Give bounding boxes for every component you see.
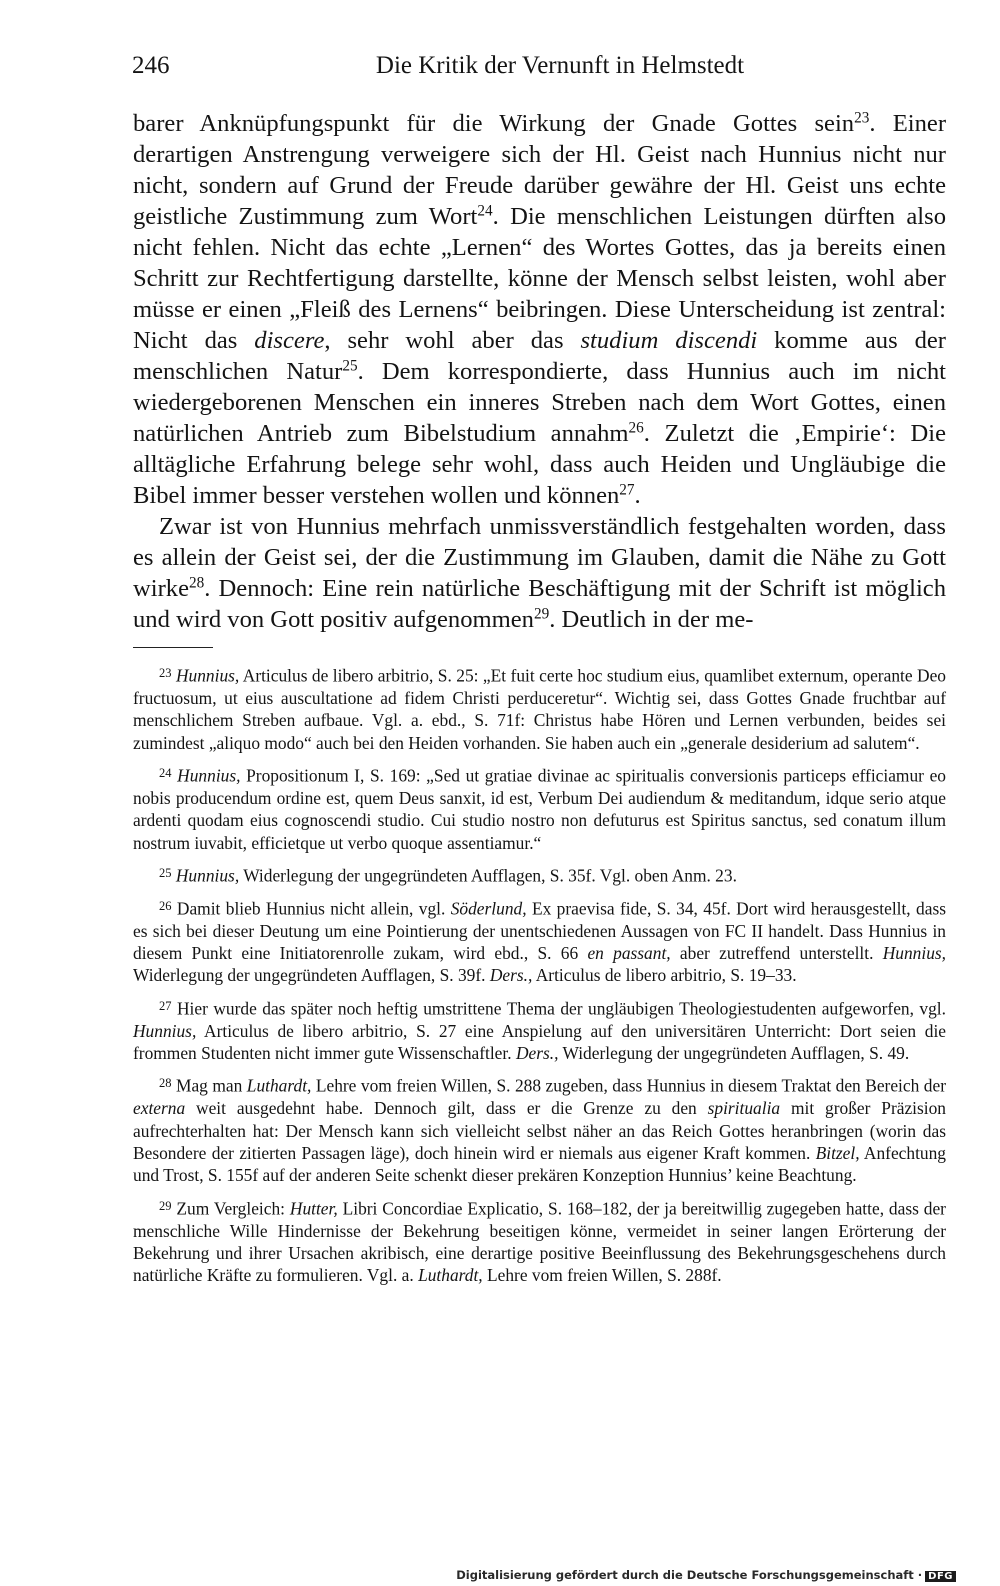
author-name: Söderlund, [450,898,527,919]
footnote-text: Ex praevisa fide, S. 34, 45f. Dort wird herausgestellt, dass es sich bei dieser Deutung um eine Pointierung der unentschiedenen Aussagen von FC II handelt. Dass Hunnius in diesem Punkt eine Initiatorenrolle zukam, wird ebd., S. 66 [133,898,946,963]
footnote-text: Hier wurde das später noch heftig umstrittene Thema der ungläubigen Theologiestudenten aufgeworfen, vgl. [176,998,946,1019]
footnote-text: Lehre vom freien Willen, S. 288f. [482,1265,722,1286]
footnote-ref: 28 [189,574,205,592]
main-text [133,108,946,635]
footnote-number: 23 [159,666,172,680]
text-run: barer Anknüpfungspunkt für die Wirkung der Gnade Gottes sein [133,110,855,137]
footnote-ref: 23 [854,109,870,127]
footnote [133,762,946,854]
text-run: , sehr wohl aber das [324,327,581,354]
text-run: komme aus der menschlichen Natur [133,327,946,385]
author-name: Hunnius, [177,765,241,786]
footnote-text: Damit blieb Hunnius nicht allein, vgl. [176,898,451,919]
footnote-number: 27 [159,998,172,1013]
footnote-text: Propositionum I, S. 169: „Sed ut gratiae divinae ac spiritualis conversionis particeps efficiamur eo nobis producendum ordine est, quem Deus sanxit, id est, Verbum Dei audiendum & meditandum, idque serio atque ardenti quodam eius cognoscendi studio. Cui studio nostro non defuturus est Spiritus sanctus, sed conatum illum nostrum iuvabit, efficietque ut verbo quoque assentiamur.“ [133,765,946,853]
footnote [133,662,946,754]
text-run: . Zuletzt die ‚Empirie‘: Die alltägliche Erfahrung belege sehr wohl, dass auch Heiden und Ungläubige die Bibel immer besser verstehen wollen und können [133,420,946,509]
footnote-ref: 26 [628,419,644,437]
author-name: Ders., [489,965,533,986]
footnote-text: Widerlegung der ungegründeten Aufflagen, S. 39f. [133,965,490,986]
page-number: 246 [132,52,170,79]
text-run: . Die menschlichen Leistungen dürften also nicht fehlen. Nicht das echte „Lernen“ des Wortes Gottes, das ja bereits einen Schritt zur Rechtfertigung darstellte, könne der Mensch selbst leisten, wohl aber müsse er einen „Fleiß des Lernens“ beibringen. Diese Unterscheidung ist zentral: Nicht das [133,203,946,354]
author-name: Luthardt, [246,1075,312,1096]
footnote-ref: 29 [533,605,550,623]
text-run: . [634,482,641,509]
footnote-number: 29 [159,1198,172,1213]
footnote [133,862,946,887]
footnote-number: 24 [159,766,172,780]
footnote-ref: 25 [342,357,358,375]
footnote-number: 25 [159,866,172,880]
text-run: Zwar ist von Hunnius mehrfach unmissverständlich festgehalten worden, dass es allein der Geist sei, der die Zustimmung im Glauben, damit die Nähe zu Gott wirke [133,513,946,602]
footnote-text: Mag man [176,1075,247,1096]
footnote-text: Anfechtung und Trost, S. 155f auf der anderen Seite schenkt dieser prekären Konzeption Hunnius’ keine Beachtung. [133,1142,946,1186]
footnote-text: weit ausgedehnt habe. Dennoch gilt, dass er die Grenze zu den [185,1098,708,1119]
author-name: Hunnius, [175,665,240,686]
footnote-ref: 24 [477,202,493,220]
text-run: . Dem korrespondierte, dass Hunnius auch im nicht wiedergeborenen Menschen ein inneres Streben nach dem Wort Gottes, einen natürlichen Antrieb zum Bibelstudium annahm [133,358,946,447]
footnote [133,995,946,1065]
text-run: . Einer derartigen Anstrengung verweigere sich der Hl. Geist nach Hunnius nicht nur nicht, sondern auf Grund der Freude darüber gewähre der Hl. Geist uns echte geistliche Zustimmung zum Wort [133,110,947,230]
latin-term: spiritualia [707,1098,781,1119]
text-run: . Dennoch: Eine rein natürliche Beschäftigung mit der Schrift ist möglich und wird von Gott positiv aufgenommen [133,575,946,633]
footnote-number: 28 [159,1076,172,1091]
author-name: Hunnius, [133,1020,197,1041]
footnote [133,1195,946,1287]
paragraph [133,108,946,511]
paragraph [133,511,946,635]
author-name: Hutter, [289,1198,338,1219]
footnote-text: mit großer Präzision aufrechterhalten hat: Der Mensch kann sich vielleicht selbst näher an das Reich Gottes heranbringen (worin das Besondere der zitierten Passagen läge), doch hinein wird er niemals aus eigener Kraft kommen. [133,1098,946,1163]
latin-term: externa [133,1098,186,1119]
footnote-number: 26 [159,898,172,913]
author-name: Bitzel, [815,1142,860,1163]
footnote-text: Widerlegung der ungegründeten Aufflagen, S. 35f. Vgl. oben Anm. 23. [239,865,737,886]
footnote [133,895,946,987]
author-name: Hunnius, [882,942,947,963]
digitization-credit [456,1568,956,1582]
running-head [132,52,948,92]
footnote [133,1072,946,1186]
text-run: . Deutlich in der me- [549,606,754,633]
latin-term: en passant, [587,942,671,963]
footnote-text: Widerlegung der ungegründeten Aufflagen, S. 49. [558,1042,910,1063]
footnote-text: Articulus de libero arbitrio, S. 19–33. [532,965,797,986]
footnote-divider [133,647,213,648]
footnote-text: Libri Concordiae Explicatio, S. 168–182, der ja bereitwillig zugegeben hatte, dass der menschliche Wille Hindernisse der Bekehrung beseitigen könne, vermeidet in seiner langen Erörterung der Bekehrung und ihrer Ursachen akribisch, eine derartige positive Beeinflussung des Bekehrungsgeschehens durch natürliche Kräfte zu formulieren. Vgl. a. [133,1198,946,1286]
latin-term: studium discendi [580,327,758,354]
footnote-text: aber zutreffend unterstellt. [670,942,883,963]
credit-text: Digitalisierung gefördert durch die Deutsche Forschungsgemeinschaft · [456,1568,923,1582]
footnote-text: Articulus de libero arbitrio, S. 25: „Et fuit certe hoc studium eius, quamlibet externum, operante Deo fructuosum, ut eius auscultatione ad fidem Christi perduceretur“. Wichtig sei, dass Gottes Gnade fruchtbar auf menschlichem Streben aufbaue. Vgl. a. ebd., S. 71f: Christus habe Hören und Lernen verbunden, beides sei zumindest „aliquo modo“ auch bei den Heiden vorhanden. Sie haben auch ein „generale desiderium ad salutem“. [133,665,946,753]
author-name: Luthardt, [418,1265,483,1286]
running-title: Die Kritik der Vernunft in Helmstedt [375,52,745,79]
author-name: Hunnius, [175,865,240,886]
dfg-logo: DFG [925,1571,956,1582]
footnote-text: Lehre vom freien Willen, S. 288 zugeben, dass Hunnius in diesem Traktat den Bereich der [311,1075,946,1096]
footnotes [133,662,946,1287]
latin-term: discere [254,327,325,354]
footnote-ref: 27 [619,481,635,499]
footnote-text: Zum Vergleich: [176,1198,290,1219]
footnote-text: Articulus de libero arbitrio, S. 27 eine Anspielung auf den universitären Unterricht: Dort seien die frommen Studenten nicht immer gute Wissenschaftler. [133,1020,946,1063]
author-name: Ders., [515,1042,559,1063]
